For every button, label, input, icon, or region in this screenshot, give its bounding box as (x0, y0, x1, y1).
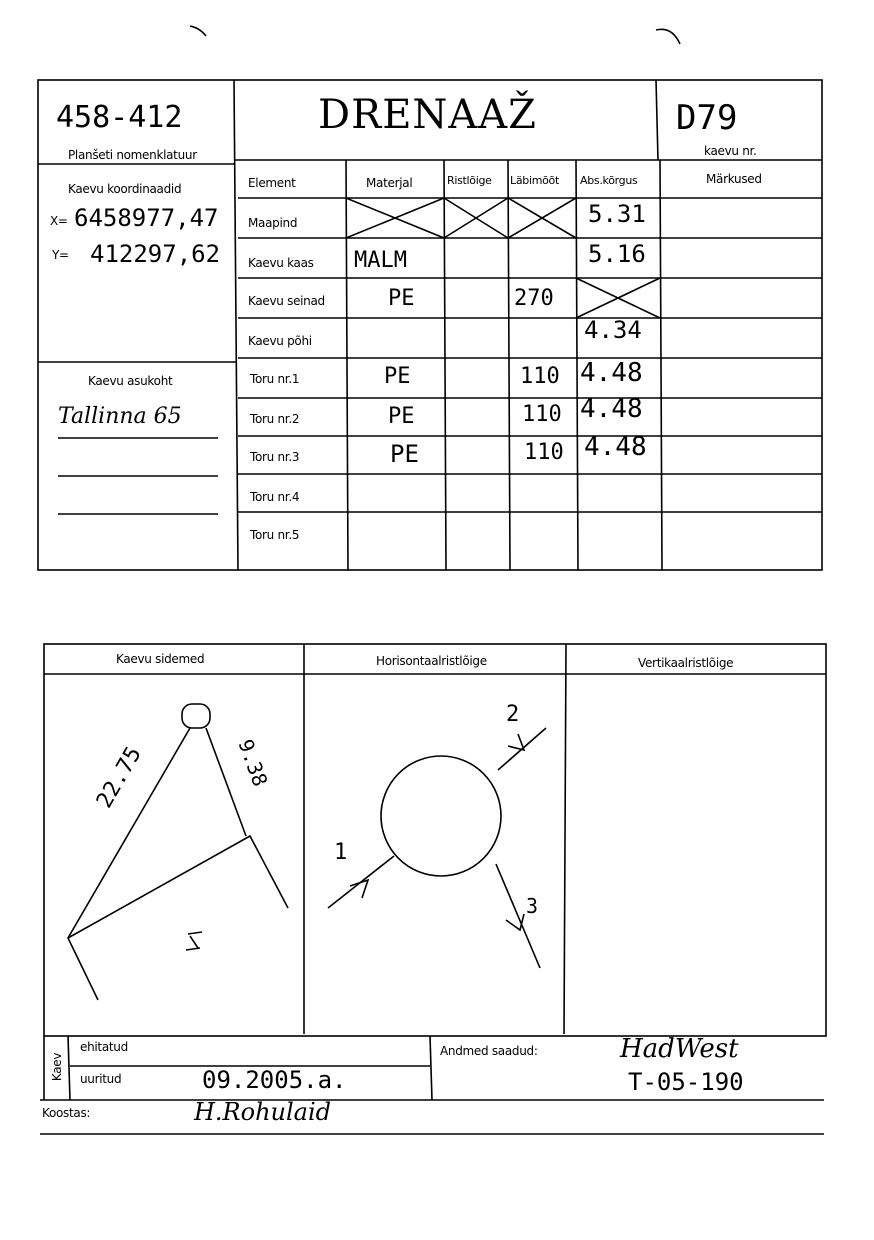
cell-pipe2-abs-height: 4.48 (580, 394, 643, 424)
coord-y-prefix: Y= (52, 248, 69, 262)
tie-measure-1: 22.75 (92, 742, 147, 813)
footer-surveyed-label: uuritud (80, 1072, 122, 1086)
col-header-cross-section: Ristlõige (447, 174, 492, 187)
form-title: DRENAAŽ (318, 92, 537, 138)
row-label-walls: Kaevu seinad (248, 294, 325, 308)
col-header-abs-height: Abs.kõrgus (580, 174, 638, 187)
cell-walls-material: PE (388, 286, 415, 311)
cell-pipe3-abs-height: 4.48 (584, 432, 647, 462)
col-header-notes: Märkused (706, 172, 762, 186)
cell-cover-material: MALM (354, 248, 407, 273)
row-label-ground: Maapind (248, 216, 298, 230)
cell-pipe1-material: PE (384, 364, 411, 389)
row-label-pipe-3: Toru nr.3 (250, 450, 300, 464)
footer-data-source-ref: T-05-190 (628, 1068, 744, 1096)
row-label-pipe-2: Toru nr.2 (250, 412, 300, 426)
footer-surveyed-value: 09.2005.a. (202, 1066, 347, 1094)
sketch-header-vertical: Vertikaalristlõige (638, 656, 734, 670)
row-label-pipe-5: Toru nr.5 (250, 528, 300, 542)
footer-built-label: ehitatud (80, 1040, 128, 1054)
cell-pipe3-diameter: 110 (524, 440, 564, 465)
cell-walls-diameter: 270 (514, 286, 554, 311)
col-header-material: Materjal (366, 176, 413, 190)
coord-x-value: 6458977,47 (74, 204, 219, 232)
row-label-cover: Kaevu kaas (248, 256, 314, 270)
cell-pipe1-abs-height: 4.48 (580, 358, 643, 388)
plan-number-label: Planšeti nomenklatuur (68, 148, 197, 162)
row-label-pipe-4: Toru nr.4 (250, 490, 300, 504)
location-value: Tallinna 65 (58, 404, 182, 429)
footer-compiled-label: Koostas: (42, 1106, 91, 1120)
location-label: Kaevu asukoht (88, 374, 173, 388)
cell-pipe2-diameter: 110 (522, 402, 562, 427)
cell-bottom-abs-height: 4.34 (584, 316, 642, 344)
row-label-bottom: Kaevu põhi (248, 334, 312, 348)
cell-pipe1-diameter: 110 (520, 364, 560, 389)
coord-x-prefix: X= (50, 214, 68, 228)
row-label-pipe-1: Toru nr.1 (250, 372, 300, 386)
footer-data-source-name: HadWest (620, 1034, 739, 1064)
coord-y-value: 412297,62 (90, 240, 221, 268)
coordinates-label: Kaevu koordinaadid (68, 182, 182, 196)
cell-pipe3-material: PE (390, 440, 419, 468)
sketch-header-horizontal: Horisontaalristlõige (376, 654, 487, 668)
pipe-label-3: 3 (526, 894, 539, 918)
col-header-diameter: Läbimõõt (510, 174, 559, 187)
cell-pipe2-material: PE (388, 404, 415, 429)
col-header-element: Element (248, 176, 296, 190)
cell-cover-abs-height: 5.16 (588, 240, 646, 268)
well-id-label: kaevu nr. (704, 144, 757, 158)
footer-compiled-value: H.Rohulaid (194, 1098, 332, 1126)
footer-side-label: Kaev (50, 1052, 64, 1082)
sketch-header-ties: Kaevu sidemed (116, 652, 205, 666)
cell-ground-abs-height: 5.31 (588, 200, 646, 228)
well-id: D79 (676, 98, 738, 138)
footer-data-source-label: Andmed saadud: (440, 1044, 538, 1058)
pipe-label-1: 1 (334, 840, 348, 865)
plan-number: 458-412 (56, 100, 183, 135)
pipe-label-2: 2 (506, 702, 520, 727)
tie-measure-2: 9.38 (233, 736, 273, 790)
